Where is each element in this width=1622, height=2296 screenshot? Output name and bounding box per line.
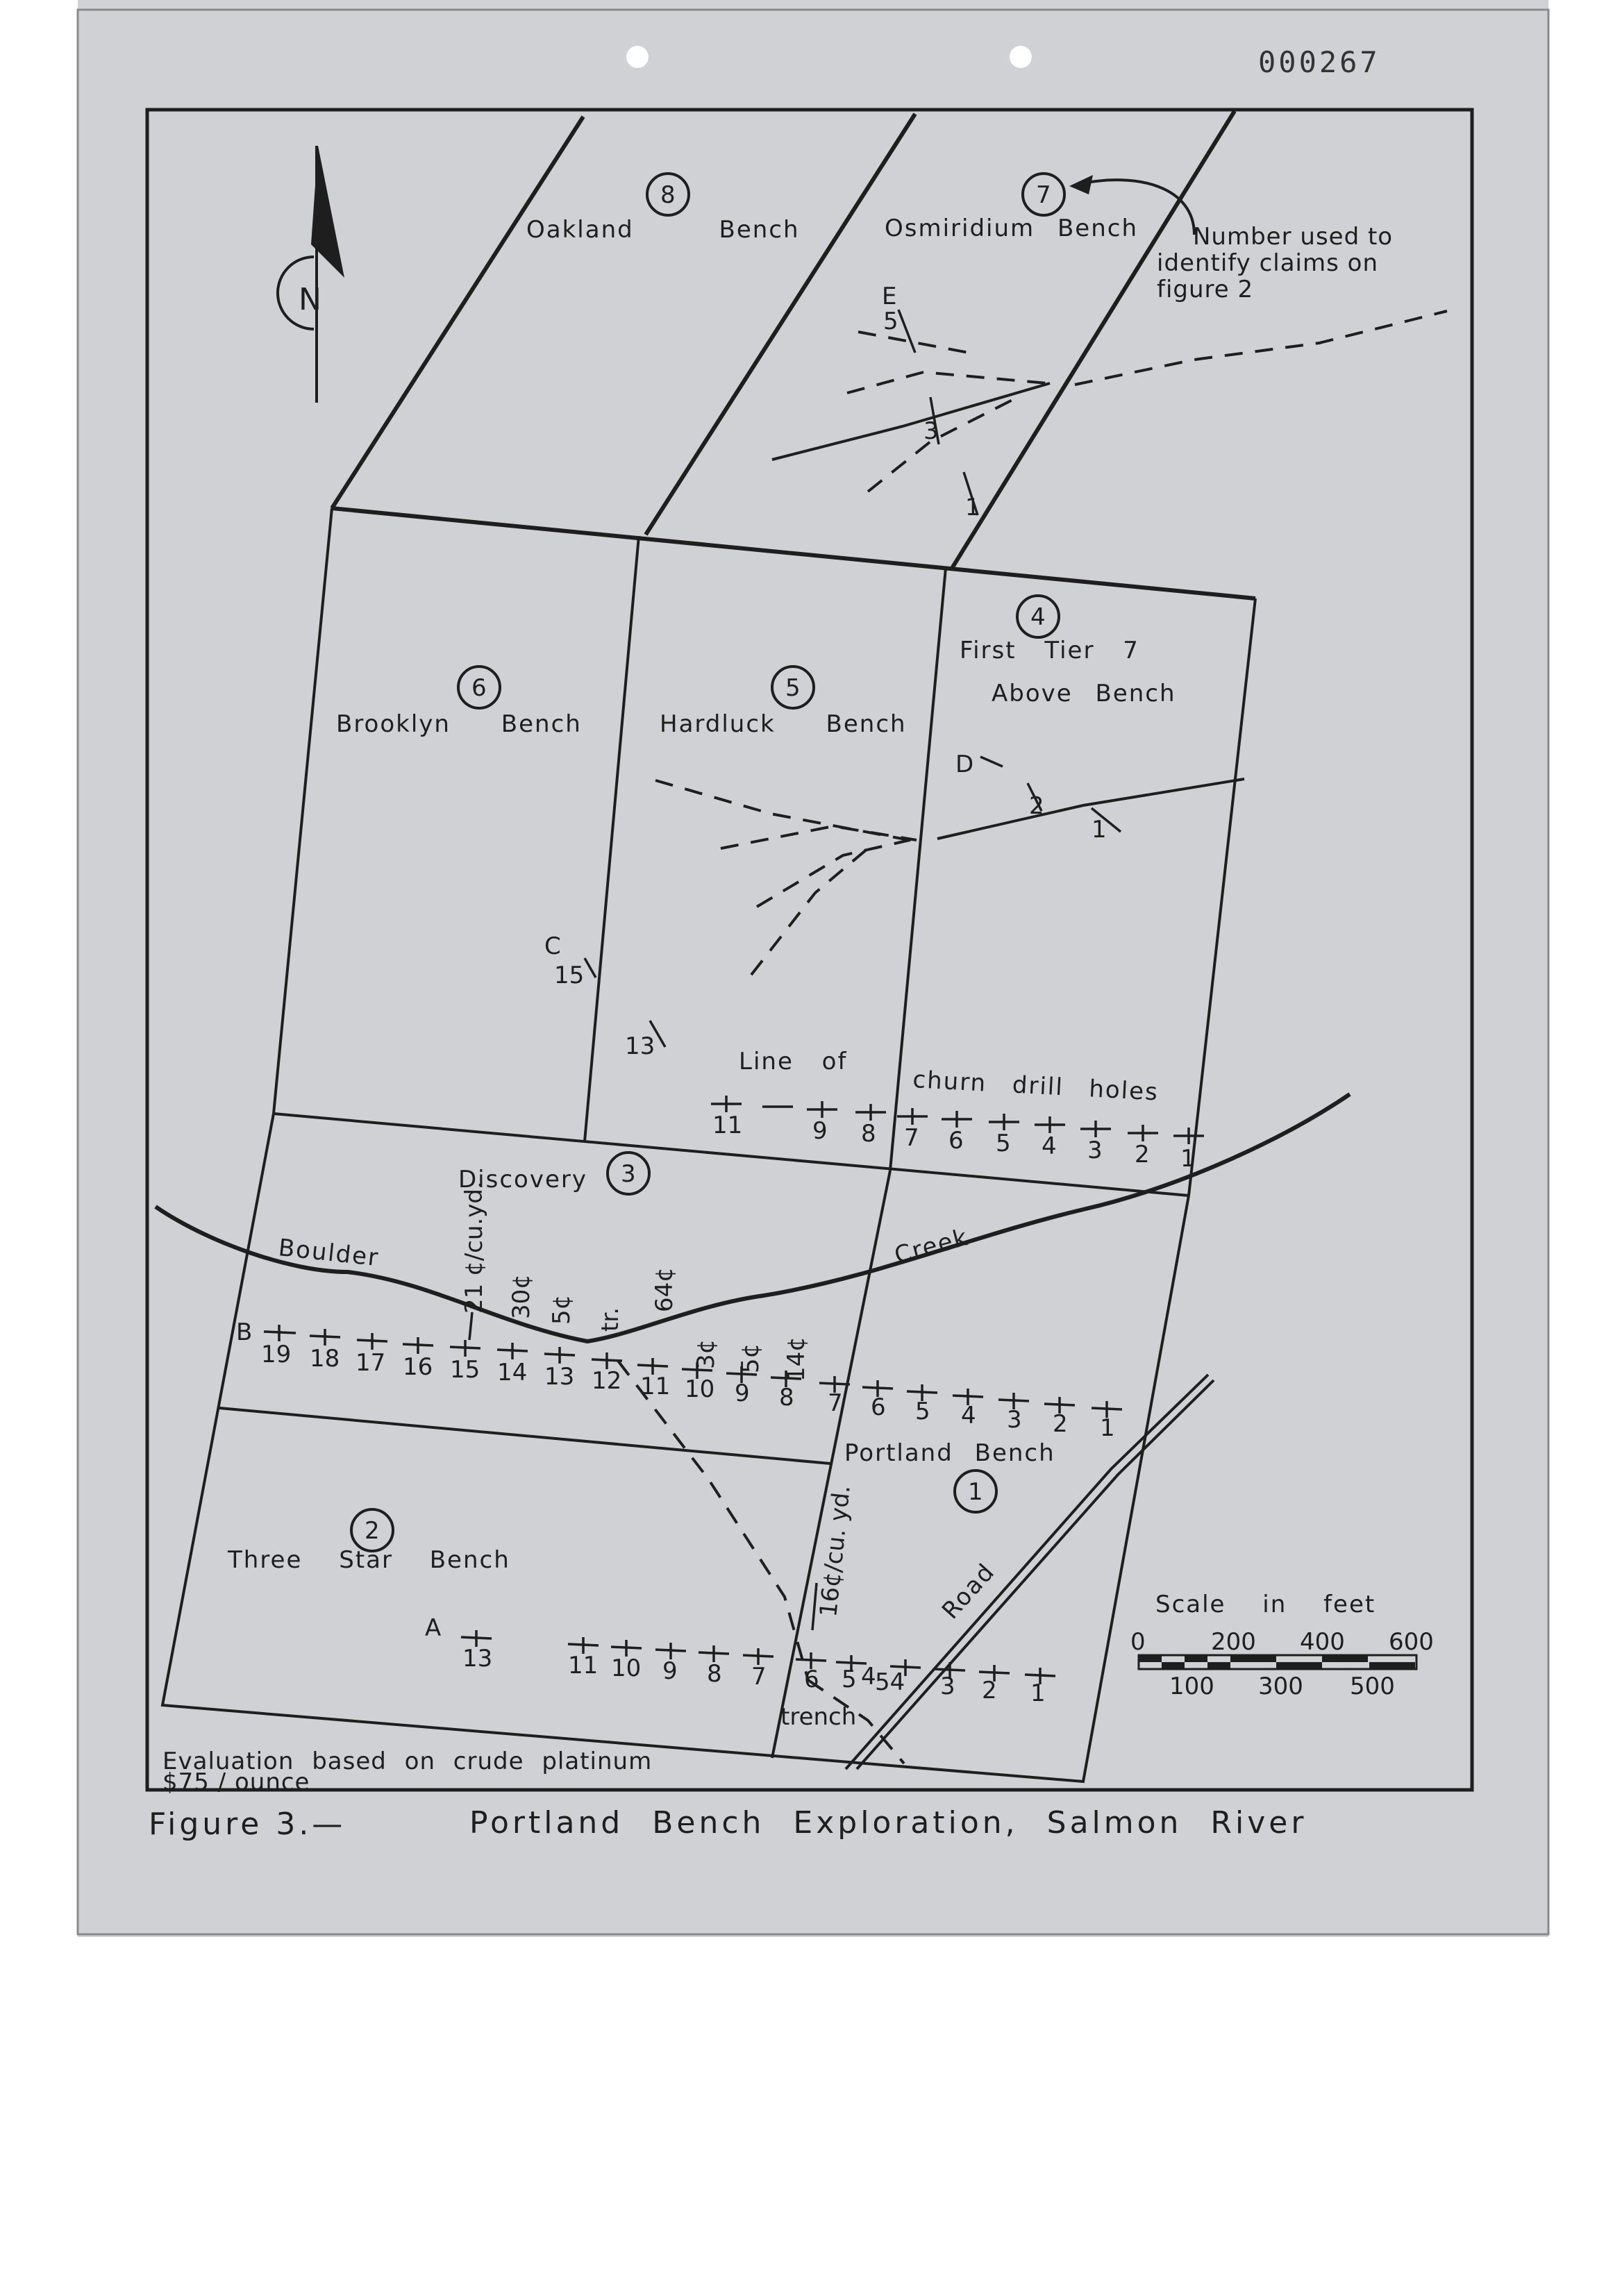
line-b-hole: 1	[1100, 1414, 1115, 1442]
churn-hole: 1	[1180, 1145, 1196, 1173]
line-a-hole: 54	[875, 1668, 905, 1696]
legend-note-line3: figure 2	[1157, 276, 1254, 303]
figure-label: Figure 3.—	[149, 1807, 346, 1842]
scale-label-100: 100	[1169, 1673, 1214, 1700]
scale-label-600: 600	[1389, 1628, 1434, 1656]
creek-label-creek: Creek	[891, 1223, 972, 1270]
line-d-hole: 1	[1092, 816, 1107, 844]
drill-line-label-1: Line of	[739, 1048, 848, 1075]
scale-label-400: 400	[1300, 1628, 1345, 1656]
punch-hole-right	[1010, 46, 1032, 68]
line-c-hole: 13	[625, 1032, 655, 1060]
line-b-hole: 14	[497, 1359, 528, 1386]
line-e-hole: 3	[923, 417, 939, 445]
scale-label-300: 300	[1258, 1673, 1303, 1700]
line-a-hole: 11	[568, 1652, 599, 1679]
line-b-hole: 18	[310, 1345, 340, 1373]
line-b-hole: 4	[961, 1402, 976, 1430]
claim-number-8: 8	[660, 181, 676, 209]
churn-hole: 2	[1135, 1141, 1150, 1168]
line-b-hole: 9	[735, 1380, 750, 1407]
creek-label-boulder: Boulder	[277, 1234, 381, 1273]
churn-hole: 3	[1087, 1137, 1103, 1164]
value-label: 3¢	[692, 1339, 720, 1369]
line-b-hole: 19	[261, 1341, 292, 1368]
road-label: Road	[936, 1557, 1001, 1625]
line-b-hole: 13	[544, 1363, 575, 1391]
line-b-letter: B	[236, 1318, 254, 1346]
scale-label-0: 0	[1130, 1628, 1146, 1656]
claim-number-3: 3	[621, 1160, 636, 1188]
line-b-hole: 15	[450, 1356, 480, 1384]
line-b-hole: 11	[640, 1373, 671, 1400]
value-label-line-a: 16¢/cu. yd.	[814, 1484, 856, 1618]
line-b-hole: 7	[828, 1389, 843, 1417]
line-a-hole: 9	[662, 1657, 678, 1685]
legend-note-line2: identify claims on	[1157, 249, 1378, 277]
value-label: 14¢	[783, 1336, 810, 1382]
line-e-hole: 5	[883, 308, 898, 335]
churn-hole: 6	[948, 1127, 964, 1155]
claim-name-oakland: Oakland Bench	[526, 216, 800, 244]
claim-number-1: 1	[968, 1478, 983, 1506]
line-a-hole: 1	[1030, 1679, 1046, 1707]
claim-name-brooklyn: Brooklyn Bench	[336, 710, 582, 738]
claim-number-4: 4	[1030, 603, 1046, 631]
line-a-hole: 6	[804, 1666, 819, 1693]
line-a-hole: 4	[861, 1663, 876, 1691]
churn-hole: 4	[1042, 1132, 1057, 1160]
line-a-hole: 3	[940, 1673, 955, 1700]
line-a-hole: 5	[842, 1666, 857, 1693]
claim-name-portland: Portland Bench	[844, 1439, 1055, 1467]
line-b-hole: 17	[356, 1349, 386, 1377]
line-b-hole: 8	[779, 1384, 794, 1411]
line-a-letter: A	[425, 1614, 443, 1642]
value-label: 5¢	[737, 1343, 764, 1373]
claim-name-hardluck: Hardluck Bench	[660, 710, 907, 738]
claim-name-osmiridium: Osmiridium Bench	[885, 215, 1139, 242]
drill-line-label-2: churn drill holes	[912, 1066, 1160, 1107]
document-number: 000267	[1258, 45, 1380, 79]
line-d-hole: 2	[1029, 792, 1044, 820]
figure-title: Portland Bench Exploration, Salmon River	[469, 1805, 1307, 1841]
line-b-hole: 10	[685, 1375, 715, 1403]
line-b-hole: 3	[1007, 1406, 1022, 1434]
churn-hole: 7	[904, 1124, 919, 1152]
claim-number-5: 5	[785, 674, 801, 702]
claim-name-above-bench: Above Bench	[992, 680, 1176, 707]
line-b-hole: 6	[871, 1393, 886, 1421]
churn-hole: 8	[861, 1120, 876, 1148]
line-c-hole: 15	[554, 962, 585, 989]
line-a-hole: 7	[751, 1663, 767, 1691]
line-a-hole: 2	[982, 1677, 997, 1704]
line-a-hole: 13	[462, 1645, 493, 1673]
north-label: N	[299, 282, 325, 317]
value-label: 30¢	[508, 1274, 535, 1319]
value-label: 21 ¢/cu.yd.	[460, 1181, 488, 1314]
line-a-hole: 8	[707, 1660, 722, 1688]
value-label: tr.	[596, 1307, 624, 1332]
claim-number-7: 7	[1036, 181, 1051, 209]
claim-number-2: 2	[365, 1517, 380, 1545]
claim-name-discovery: Discovery	[458, 1166, 587, 1193]
legend-note-line1: Number used to	[1193, 223, 1394, 251]
line-e-letter: E	[882, 283, 898, 310]
line-a-hole: 10	[611, 1654, 642, 1682]
line-b-hole: 2	[1053, 1410, 1068, 1438]
churn-hole: 11	[712, 1112, 743, 1139]
scale-label-200: 200	[1211, 1628, 1256, 1656]
claim-number-6: 6	[471, 674, 487, 702]
scale-label-500: 500	[1350, 1673, 1395, 1700]
line-c-letter: C	[544, 932, 562, 960]
line-b-hole: 12	[592, 1367, 622, 1395]
scale-title: Scale in feet	[1155, 1591, 1376, 1618]
claim-name-three-star: Three Star Bench	[228, 1546, 510, 1574]
churn-hole: 5	[996, 1130, 1011, 1157]
scale-bar	[1139, 1655, 1416, 1669]
claim-name-first-tier: First Tier 7	[960, 637, 1139, 664]
line-b-hole: 5	[915, 1398, 930, 1425]
evaluation-note-line2: $75 / ounce	[162, 1768, 310, 1796]
line-e-hole: 1	[965, 494, 980, 521]
value-label: 5¢	[548, 1294, 576, 1325]
punch-hole-left	[626, 46, 649, 68]
value-label: 64¢	[651, 1267, 678, 1312]
churn-hole: 9	[812, 1117, 828, 1145]
line-b-hole: 16	[403, 1353, 433, 1381]
evaluation-note-line1: Evaluation based on crude platinum	[162, 1748, 653, 1775]
trench-label: trench	[780, 1703, 857, 1731]
line-d-letter: D	[955, 751, 976, 778]
